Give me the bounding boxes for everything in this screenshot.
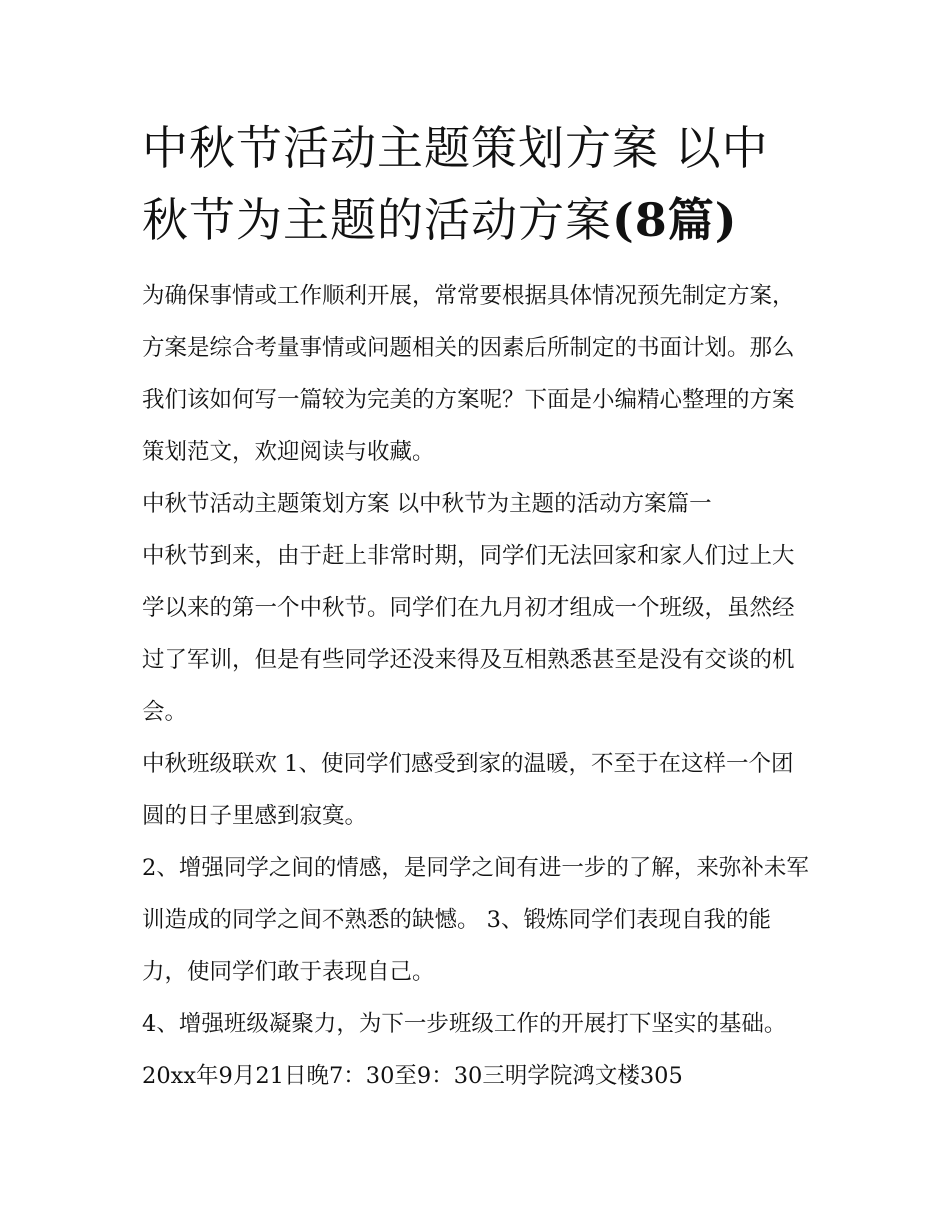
document-title-main: 中秋节活动主题策划方案 以中秋节为主题的活动方案 xyxy=(142,121,769,247)
background-paragraph: 中秋节到来，由于赶上非常时期，同学们无法回家和家人们过上大学以来的第一个中秋节。同学们在九月初才组成一个班级，虽然经过了军训，但是有些同学还没来得及互相熟悉甚至是没有交谈的机会。 xyxy=(142,543,795,725)
intro-paragraph: 为确保事情或工作顺利开展，常常要根据具体情况预先制定方案，方案是综合考量事情或问题相关的因素后所制定的书面计划。那么我们该如何写一篇较为完美的方案呢？下面是小编精心整理的方案策划范文，欢迎阅读与收藏。 xyxy=(142,283,795,465)
goal-paragraph-1: 中秋班级联欢 1、使同学们感受到家的温暖，不至于在这样一个团圆的日子里感到寂寞。 xyxy=(142,751,794,829)
section-heading: 中秋节活动主题策划方案 以中秋节为主题的活动方案篇一 xyxy=(142,491,712,517)
goal-paragraph-2: 2、增强同学之间的情感，是同学之间有进一步的了解，来弥补未军训造成的同学之间不熟悉的缺憾。 3、锻炼同学们表现自我的能力，使同学们敢于表现自己。 xyxy=(142,855,809,985)
document-title xyxy=(142,112,814,256)
goal-paragraph-4: 4、增强班级凝聚力，为下一步班级工作的开展打下坚实的基础。 20xx年9月21日晚7：30至9：30三明学院鸿文楼305 xyxy=(142,1011,787,1089)
document-content xyxy=(142,112,814,1102)
document-title-count: (8篇) xyxy=(612,193,738,247)
